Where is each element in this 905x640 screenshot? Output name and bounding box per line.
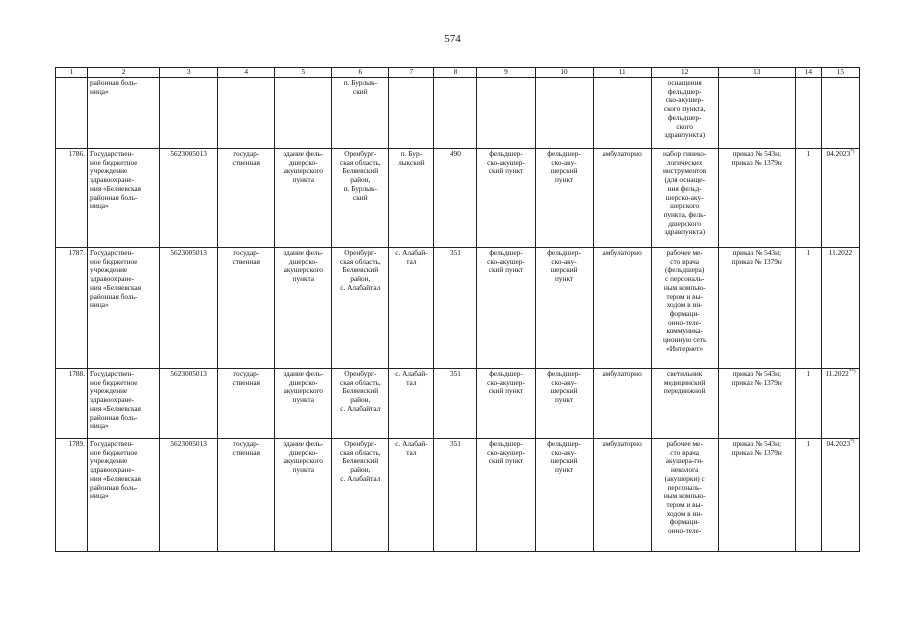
population: 351 — [434, 369, 477, 439]
column-header: 10 — [535, 68, 593, 78]
column-header: 3 — [160, 68, 218, 78]
address: Оренбург- ская область, Беляевский район, с. Алабайтал — [332, 248, 389, 369]
table-row — [56, 248, 860, 369]
quantity: 1 — [795, 149, 821, 248]
equipment: набор гинеко- логических инструментов (для оснаще- ния фельд- шерско-аку- шерского пункта, фель- дшерского здравпункта) — [651, 149, 718, 248]
order-reference: приказ № 543н; приказ № 1379н — [718, 149, 795, 248]
header-row — [56, 68, 860, 78]
organization-name: Государствен- ное бюджетное учреждение здравоохране- ния «Беляевская районная боль- ница» — [88, 248, 160, 369]
row-number: 1789. — [56, 439, 88, 552]
unit-type: фельдшер- ско-акушер- ский пункт — [477, 248, 535, 369]
column-header: 9 — [477, 68, 535, 78]
organization-name: Государствен- ное бюджетное учреждение здравоохране- ния «Беляевская районная боль- ница» — [88, 439, 160, 552]
deadline: 04.2023*) — [821, 439, 859, 552]
population: 351 — [434, 439, 477, 552]
inn: 5623005013 — [160, 439, 218, 552]
row-number: 1787. — [56, 248, 88, 369]
column-header: 6 — [332, 68, 389, 78]
table-row — [56, 149, 860, 248]
footnote-mark: *) — [850, 439, 855, 445]
building: здание фель- дшерско- акушерского пункта — [275, 369, 332, 439]
population: 490 — [434, 149, 477, 248]
building: здание фель- дшерско- акушерского пункта — [275, 149, 332, 248]
deadline: 04.2023*) — [821, 149, 859, 248]
unit-type — [477, 78, 535, 149]
unit-profile: фельдшер- ско-аку- шерский пункт — [535, 149, 593, 248]
organization-name: Государствен- ное бюджетное учреждение здравоохране- ния «Беляевская районная боль- ница» — [88, 149, 160, 248]
settlement: с. Алабай- тал — [389, 439, 434, 552]
order-reference: приказ № 543н; приказ № 1379н — [718, 439, 795, 552]
unit-type: фельдшер- ско-акушер- ский пункт — [477, 439, 535, 552]
column-header: 1 — [56, 68, 88, 78]
order-reference: приказ № 543н; приказ № 1379н — [718, 248, 795, 369]
equipment: оснащения фельдшер- ско-акушер- ского пункта, фельдшер- ского здравпункта) — [651, 78, 718, 149]
row-number: 1788. — [56, 369, 88, 439]
ownership: государ- ственная — [218, 248, 275, 369]
settlement: с. Алабай- тал — [389, 248, 434, 369]
equipment: рабочее ме- сто врача (фельдшера) с персональ- ным компью- тером и вы- ходом в ин- формаци- онно-теле- коммуника- ционную сеть «Интернет» — [651, 248, 718, 369]
ownership: государ- ственная — [218, 439, 275, 552]
column-header: 13 — [718, 68, 795, 78]
column-header: 5 — [275, 68, 332, 78]
ownership: государ- ственная — [218, 149, 275, 248]
building: здание фель- дшерско- акушерского пункта — [275, 248, 332, 369]
care-conditions — [593, 78, 651, 149]
ownership: государ- ственная — [218, 369, 275, 439]
quantity: 1 — [795, 439, 821, 552]
inn — [160, 78, 218, 149]
table-row — [56, 369, 860, 439]
column-header: 8 — [434, 68, 477, 78]
unit-profile — [535, 78, 593, 149]
settlement — [389, 78, 434, 149]
address: п. Бурлык- ский — [332, 78, 389, 149]
column-header: 12 — [651, 68, 718, 78]
unit-profile: фельдшер- ско-аку- шерский пункт — [535, 439, 593, 552]
care-conditions: амбулаторно — [593, 149, 651, 248]
population — [434, 78, 477, 149]
order-reference — [718, 78, 795, 149]
footnote-mark: **) — [848, 369, 856, 375]
organization-name: районная боль- ница» — [88, 78, 160, 149]
care-conditions: амбулаторно — [593, 369, 651, 439]
equipment: светильник медицинский передвижной — [651, 369, 718, 439]
unit-profile: фельдшер- ско-аку- шерский пункт — [535, 248, 593, 369]
organization-name: Государствен- ное бюджетное учреждение здравоохране- ния «Беляевская районная боль- ница» — [88, 369, 160, 439]
building: здание фель- дшерско- акушерского пункта — [275, 439, 332, 552]
order-reference: приказ № 543н; приказ № 1379н — [718, 369, 795, 439]
quantity: 1 — [795, 248, 821, 369]
column-header: 7 — [389, 68, 434, 78]
column-header: 2 — [88, 68, 160, 78]
unit-type: фельдшер- ско-акушер- ский пункт — [477, 369, 535, 439]
settlement: с. Алабай- тал — [389, 369, 434, 439]
registry-table — [55, 67, 860, 552]
building — [275, 78, 332, 149]
deadline: 11.2022**) — [821, 369, 859, 439]
population: 351 — [434, 248, 477, 369]
settlement: п. Бур- лыкский — [389, 149, 434, 248]
inn: 5623005013 — [160, 149, 218, 248]
column-header: 4 — [218, 68, 275, 78]
page-number: 574 — [444, 33, 461, 45]
unit-type: фельдшер- ско-акушер- ский пункт — [477, 149, 535, 248]
care-conditions: амбулаторно — [593, 248, 651, 369]
unit-profile: фельдшер- ско-аку- шерский пункт — [535, 369, 593, 439]
table-row — [56, 78, 860, 149]
inn: 5623005013 — [160, 248, 218, 369]
row-number: 1786. — [56, 149, 88, 248]
footnote-mark: *) — [850, 149, 855, 155]
quantity — [795, 78, 821, 149]
deadline — [821, 78, 859, 149]
column-header: 11 — [593, 68, 651, 78]
deadline: 11.2022 — [821, 248, 859, 369]
table-row — [56, 439, 860, 552]
row-number — [56, 78, 88, 149]
care-conditions: амбулаторно — [593, 439, 651, 552]
equipment: рабочее ме- сто врача акушера-ги- неколога (акушерки) с персональ- ным компью- тером и вы- ходом в ин- формаци- онно-теле- — [651, 439, 718, 552]
quantity: 1 — [795, 369, 821, 439]
column-header: 14 — [795, 68, 821, 78]
address: Оренбург- ская область, Беляевский район, с. Алабайтал — [332, 369, 389, 439]
column-header: 15 — [821, 68, 859, 78]
address: Оренбург- ская область, Беляевский район, п. Бурлык- ский — [332, 149, 389, 248]
inn: 5623005013 — [160, 369, 218, 439]
address: Оренбург- ская область, Беляевский район, с. Алабайтал — [332, 439, 389, 552]
ownership — [218, 78, 275, 149]
